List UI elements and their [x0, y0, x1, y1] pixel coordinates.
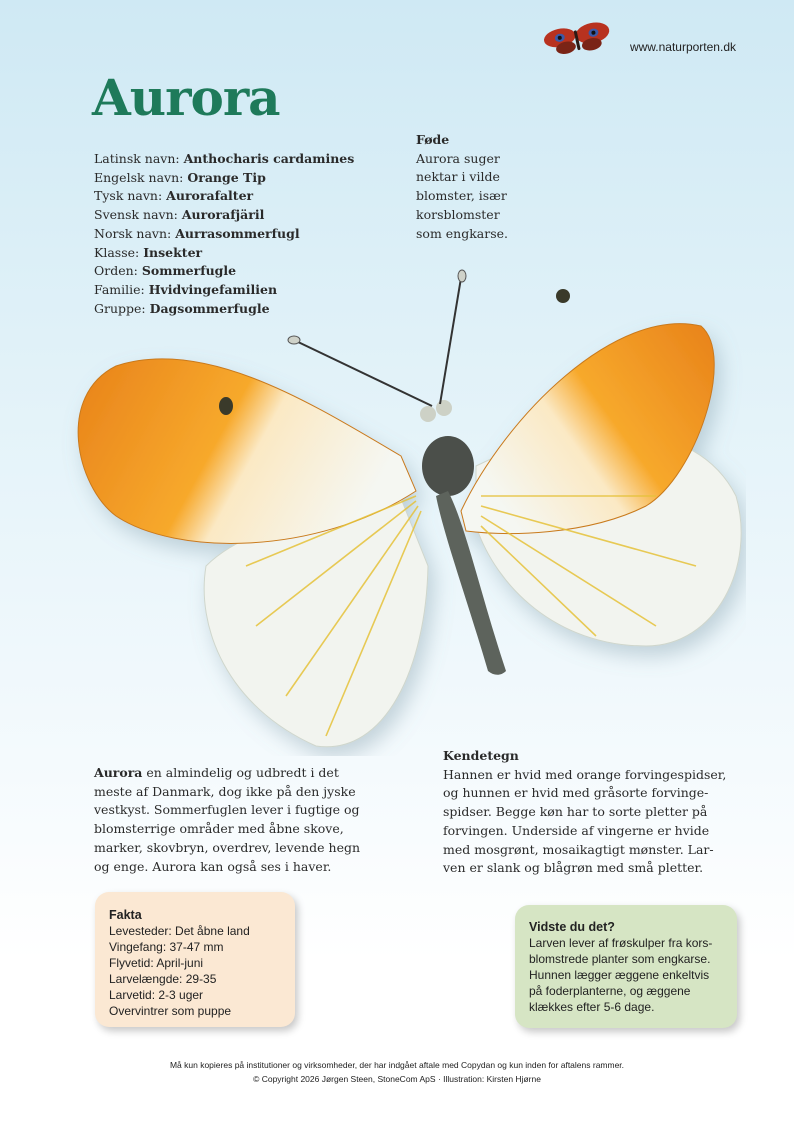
facts-line: Larvetid: 2-3 uger [109, 988, 204, 1002]
intro-line: marker, skovbryn, overdrev, levende hegn [94, 839, 361, 855]
facts-line: Larvelængde: 29-35 [109, 972, 217, 986]
characteristics-line: ven er slank og blågrøn med små pletter. [443, 860, 704, 876]
orange-tip-butterfly-illustration [56, 266, 746, 756]
name-row-german: Tysk navn: Aurorafalter [94, 188, 254, 204]
food-line: korsblomster [416, 206, 500, 222]
page-title: Aurora [92, 68, 280, 127]
did-you-know-line: Larven lever af frøskulper fra kors- [529, 936, 713, 950]
food-section [416, 131, 536, 243]
characteristics-line: Hannen er hvid med orange forvingespidser, [443, 766, 727, 782]
name-row-latin: Latinsk navn: Anthocharis cardamines [94, 151, 355, 166]
characteristics-line: og hunnen er hvid med gråsorte forvinge- [443, 785, 709, 801]
name-row-group: Gruppe: Dagsommerfugle [94, 300, 270, 316]
did-you-know-line: klækkes efter 5-6 dage. [529, 1000, 655, 1014]
characteristics-line: spidser. Begge køn har to sorte pletter på [443, 804, 708, 820]
name-row-class: Klasse: Insekter [94, 244, 203, 260]
did-you-know-line: på foderplanterne, og æggene [529, 984, 691, 998]
food-line: blomster, især [416, 188, 507, 204]
food-heading: Føde [416, 132, 450, 147]
name-row-order: Orden: Sommerfugle [94, 263, 237, 279]
intro-bold: Aurora [94, 765, 143, 780]
name-row-norwegian: Norsk navn: Aurrasommerfugl [94, 225, 300, 241]
footer [0, 1058, 794, 1086]
characteristics-heading: Kendetegn [443, 748, 519, 763]
intro-line: vestkyst. Sommerfuglen lever i fugtige og [94, 802, 360, 818]
facts-line: Flyvetid: April-juni [109, 956, 204, 970]
name-row-family: Familie: Hvidvingefamilien [94, 281, 278, 297]
site-url[interactable]: www.naturporten.dk [629, 40, 736, 54]
food-line: Aurora suger [416, 150, 500, 166]
name-row-swedish: Svensk navn: Aurorafjäril [94, 207, 265, 223]
characteristics-section [443, 747, 743, 878]
food-line: som engkarse. [416, 225, 509, 241]
did-you-know-line: Hunnen lægger æggene enkeltvis [529, 968, 710, 982]
intro-paragraph: Aurora en almindelig og udbredt i det meste af Danmark, dog ikke på den jyske vestkyst. Sommerfuglen lever i fugtige og blomsterrige områder med åbne skove, marker, skovbryn, overdrev, levende hegn og enge. Aurora kan også ses i haver. [94, 764, 394, 876]
facts-line: Vingefang: 37-47 mm [109, 940, 224, 954]
did-you-know-box [515, 905, 737, 1028]
did-you-know-heading: Vidste du det? [529, 920, 615, 934]
food-line: nektar i vilde [416, 169, 500, 185]
footer-license: Må kun kopieres på institutioner og virksomheder, der har indgået aftale med Copydan og kun inden for aftalens rammer. [169, 1060, 625, 1070]
name-row-english: Engelsk navn: Orange Tip [94, 169, 266, 185]
intro-line: meste af Danmark, dog ikke på den jyske [94, 783, 356, 799]
did-you-know-line: blomstrede planter som engkarse. [529, 952, 711, 966]
facts-line: Overvintrer som puppe [109, 1004, 232, 1018]
facts-box [95, 892, 295, 1027]
peacock-butterfly-logo [538, 18, 618, 56]
intro-line: blomsterrige områder med åbne skove, [94, 821, 344, 837]
facts-line: Levesteder: Det åbne land [109, 924, 250, 938]
characteristics-line: forvingen. Underside af vingerne er hvide [443, 822, 710, 838]
facts-heading: Fakta [109, 908, 142, 922]
intro-line: og enge. Aurora kan også ses i haver. [94, 858, 332, 874]
characteristics-line: med mosgrønt, mosaikagtigt mønster. Lar- [443, 841, 714, 857]
footer-copyright: © Copyright 2026 Jørgen Steen, StoneCom ApS · Illustration: Kirsten Hjørne [253, 1074, 541, 1084]
